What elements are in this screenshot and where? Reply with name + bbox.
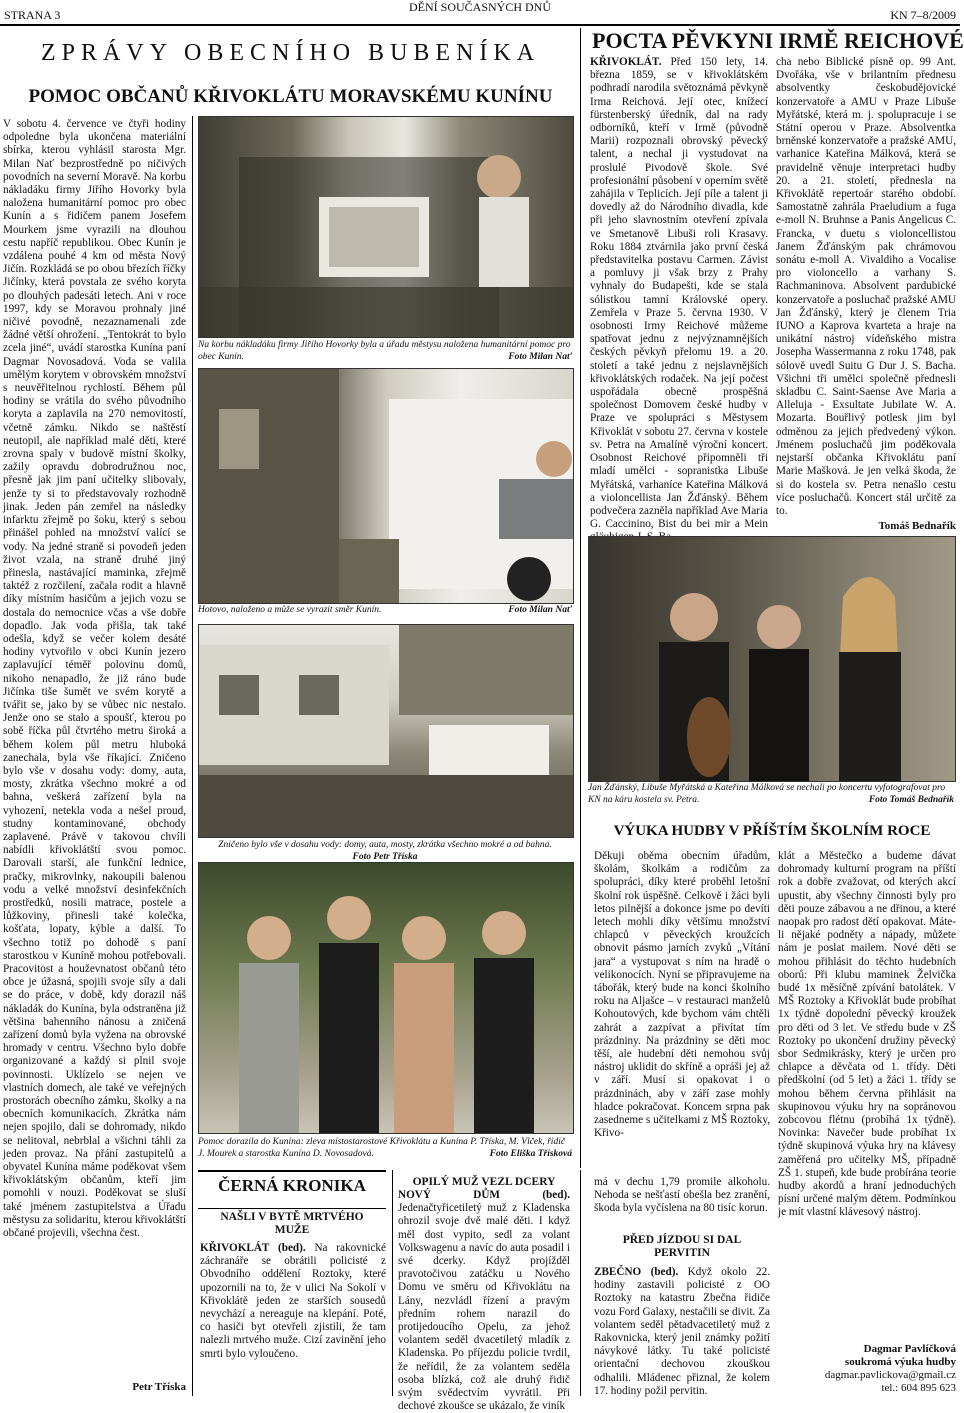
loaded-truck-photo xyxy=(198,368,574,604)
article-body: V sobotu 4. července ve čtyři hodiny odpoledne byla ukončena materiální sbírka, kterou vyhlásil starosta Mgr. Milan Nať bezprostředně po ničivých povodních na severní Moravě. Na korbu nákladáku firmy Jiřího Hovorky byla naložena humanitární pomoc pro obec Kunín a s řidičem panem Josefem Mourkem jsme vyrazili na dlouhou cestu napříč republikou. Obec Kunín je vzdálena pouhé 4 km od města Nový Jičín. Rozkládá se po obou březích říčky Jičínky, která povstala ze svého koryta po dlouhých padesáti letech. Ani v roce 1997, kdy se Moravou prohnaly jiné ničivé povodně, nezaznamenali zde žádné větší ohrožení. „Tentokrát to bylo zcela jiné“, uvádí starostka Kunína paní Dagmar Novosadová. Voda se valila umělým korytem v obrovském množství s neuvěřitelnou rychlostí. Během půl hodiny se vrátila do svého původního koryta a zaplavila na 270 nemovitostí, včetně zámku. Nikdo se naštěstí neutopil, ale například malé děti, které zrovna spaly v budově místní školky, zažily opravdu dobrodružnou noc, přesně jak jim paní učitelky slibovaly, jenže ty si to představovaly rozhodně jinak. Jeden pán zemřel na následky infarktu zřejmě po šoku, který s sebou přinášel pohled na množství valící se vody. Na jedné straně si povodeň jeden život vzala, na straně druhé jiný přinesla, nastávající maminka, zřejmě taktéž z rozčilení, začala rodit a hlavně díky místním hasičům a jejich vozu se dostala do nemocnice včas a vše dobře dopadlo. Jak voda přišla, tak také odešla, když se večer kolem desáté hodiny vytvořilo v obci Kunín jezero zaplavující téměř polovinu domů, nikoho nenapadlo, že již ráno bude Jičínka tiše šumět ve svém korytě a tvářit se, jako by se vůbec nic nestalo. Jenže ono se stalo a spoušť, kterou po sobě říčka půl čtvrtého metru široká a během kolem půl metru hluboká zanechala, byla vše říkající. Zničeno bylo vše v dosahu vody: domy, auta, mosty, zkrátka všechno mokré a od bahna, veškerá zařízení byla na vyhození, netekla voda a nešel proud, studny kontaminované, obchody zaplavené. Právě v takovou chvíli nabídli křivoklátští svou pomoc. Darovali starší, ale funkční lednice, pračky, mikrovlnky, nakoupili balenou vodu a velké množství desinfekčních prostředků, nosili matrace, postele a lůžkoviny, přinesli také kolečka, košťata, lopaty, kýble a další. To všechno totiž po dohodě s paní starostkou v Kuníně mohou potřebovali. Pracovitost a houževnatost občanů této obce je úžasná, spojili svoje síly a dali se do práce, v době, kdy dorazil náš nákladák do Kunína, byla odstraněna již většina bahenního nánosu a zničená zařízení domů byla vyžena na obrovské hromady v centru. Všechno bylo dobře organizované a každý si plnil svoje povinnosti. Uklízelo se nejen ve vlastních domech, ale také ve veřejných prostorách obecního zámku, školky a na obecních komunikacích. Zkrátka nám nejen spojilo, dali se dohromady, nikdo se nelitoval, nebrblal a všichni táhli za jeden provaz. Na přání zastupitelů a obyvatel Kunína máme poděkovat všem křivoklátským občanům, kteří jim pomohli v nouzi. Poděkovat se sluší také jménem zastupitelstva a Úřadu městysu za solidaritu, kterou křivoklátští občané projevili, všechna čest. xyxy=(3,118,186,1240)
pocta-col2: cha nebo Biblické písně op. 99 Ant. Dvořáka, vše v brilantním přednesu absolventky českobudějovické konzervatoře a AMU v Praze Libuše Myřátské, která m. j. spolupracuje i se Státní operou v Praze. Absolventka brněnské konzervatoře a pražské AMU, varhanice Kateřina Málková, která se pravidelně věnuje interpretaci hudby 20. a 21. století, přednesla na Křivoklátě repertoár starého období. Samostatně zahrála Praeludium a fuga e-moll N. Bruhnse a Panis Angelicus C. Francka, v duetu s violoncellistou Janem Žďánským pak chrámovou sonátu e-moll A. Vivaldiho a Vocalise pro violoncello a varhany S. Rachmaninova. Absolvent pardubické konzervatoře a posluchač pražské AMU Jan Žďánský, který je členem Tria IUNO a Kaprova kvarteta a hraje na unikátní nástroj vídeňského mistra Josepha Wassermanna z roku 1748, pak sólově uvedl Suitu G Dur J. S. Bacha. Všichni tři umělci společně přednesli skladbu C. Saint-Saense Ave Maria a Alleluja - Exsultate Jubilate W. A. Mozarta. Bouřlivý potlesk jim byl odměnou za jejich předvedený výkon. Jménem posluchačů jim poděkovala nejstarší občanka Křivoklátu paní Marie Mašková. Je jen velká škoda, že si do kostela sv. Petra nenašlo cestu více posluchačů. Koncert stál určitě za to. xyxy=(776,56,956,517)
vyuka-col2: klát a Městečko a budeme dávat dohromady kulturní program na příští rok a dobře zvažovat, od kterých akcí upustit, aby všechny činnosti byly pro děti pouze zábavou a ne dřinou, a které naopak pro radost dětí opakovat. Máte-li nějaké podněty a nápady, můžete nám je poslat mailem. Nové děti se mohou přihlásit do těchto hudebních oborů: Při klubu maminek Želvička budé 1x měsíčně zpívání batolátek. V MŠ Roztoky a Křivoklát bude probíhat 1x týdně dopolední pěvecký kroužek pro děti od 3 let. Ve středu bude v ZŠ Roztoky po ukončení družiny pěvecký sbor Sedmikrásky, který je určen pro chlapce a děvčata od 1. třídy. Děti předškolní (od 5 let) a žáci 1. třídy se mohou během června přihlásit na skupinovou výuku hry na sopránovou zobcovou flétnu (probíhá 1x týdně). Novinka: Navečer bude probíhat 1x týdně skupinová výuka hry na klávesy zaměřená pro učitelky MŠ, případně ZŠ 1. stupeň, kde bude probírána teorie hudby akordů a hraní jednoduchých písní určené malým dětem. Podmínkou je mít vlastní klávesový nástroj. xyxy=(778,850,956,1219)
vyuka-title: VÝUKA HUDBY V PŘÍŠTÍM ŠKOLNÍM ROCE xyxy=(613,823,931,839)
pocta-author: Tomáš Bednařík xyxy=(878,520,956,532)
column-divider xyxy=(192,116,193,1396)
article-title: POMOC OBČANŮ KŘIVOKLÁTU MORAVSKÉMU KUNÍNU xyxy=(28,86,553,107)
pocta-title: POCTA PĚVKYNI IRMĚ REICHOVÉ xyxy=(592,28,964,53)
vyuka-phone: tel.: 604 895 623 xyxy=(881,1382,956,1394)
kronika-item3-title: PŘED JÍZDOU SI DAL PERVITIN xyxy=(622,1234,742,1259)
group-caption: Pomoc dorazila do Kunína: zleva místostarostové Křivoklátu a Kunína P. Tříska, M. Vlček, řidič J. Mourek a starostka Kunína D. Novosadová. Foto Eliška Třísková xyxy=(198,1137,572,1159)
vyuka-sign-role: soukromá výuka hudby xyxy=(844,1356,956,1368)
destroyed-street-photo xyxy=(198,624,574,838)
truck-photo xyxy=(198,116,574,338)
article-author: Petr Tříska xyxy=(132,1381,186,1393)
truck-photo-art xyxy=(199,117,573,337)
loaded-photo-art xyxy=(199,369,573,603)
destroyed-credit: Foto Petr Tříska xyxy=(352,851,418,862)
kronika-divider-2 xyxy=(580,1170,581,1396)
issue-number: KN 7–8/2009 xyxy=(890,8,956,22)
kronika-item1-title: NAŠLI V BYTĚ MRTVÉHO MUŽE xyxy=(220,1211,364,1236)
musicians-photo xyxy=(588,536,956,782)
destroyed-caption: Zničeno bylo vše v dosahu vody: domy, auta, mosty, zkrátka všechno mokré a od bahna. Foto Petr Tříska xyxy=(218,840,552,862)
right-column-divider xyxy=(580,28,581,1168)
group-credit: Foto Eliška Třísková xyxy=(489,1148,572,1159)
musicians-photo-art xyxy=(589,537,955,781)
kronika-item3-body: ZBEČNO (bed). Když okolo 22. hodiny zastavili policisté z OO Roztoky na katastru Zbečna řidiče vozu Ford Galaxy, nestačili se divit. Za volantem seděl pětadvacetiletý muž z Rakovnicka, který jenil známky požití návykové látky. Tu také policisté orientační dechovou zkouškou odhalili. Mládenec přiznal, že kolem 17. hodiny požil pervitin. xyxy=(594,1266,771,1397)
page-number: STRANA 3 xyxy=(4,8,61,22)
truck-credit: Foto Milan Nať xyxy=(508,351,572,362)
truck-caption: Na korbu nákladáku firmy Jiřího Hovorky byla a úřadu městysu naložena humanitární pomoc pro obec Kunín. Foto Milan Nať xyxy=(198,340,572,362)
section-header: DĚNÍ SOUČASNÝCH DNŮ xyxy=(408,0,551,14)
kicker: ZPRÁVY OBECNÍHO BUBENÍKA xyxy=(40,40,541,66)
group-photo-art xyxy=(199,863,573,1133)
vyuka-sign-name: Dagmar Pavlíčková xyxy=(863,1343,956,1355)
pocta-col1: KŘIVOKLÁT. Před 150 lety, 14. března 1859, se v křivoklátském podhradí narodila světoznámá pěvkyně Irma Reichová. Její otec, knížecí fürstenberský úředník, dal na rady odborníků, kteří v Irmě (původně Marii) rozpoznali obrovský pěvecký talent, a nechal ji vystudovat na proslulé Pivodově škole. Své profesionální působení v operním světě zahájila v Teplicích. Její píle a talent ji dovedly až do Národního divadla, kde při jeho slavnostním otevření zpívala ve Smetanově Libuši roli Krasavy. Roku 1884 ztvárnila jako první česká představitelka postavu Carmen. Závist a pomluvy ji však brzy z Prahy vyhnaly do Budapešti, kde se stala sólistkou tamní Královské opery. Zemřela v Praze 5. června 1930. V osobnosti Irmy Reichové můžeme spatřovat jednu z nejvýznamnějších českých pěvkyň přelomu 19. a 20. století a také jednu z nejslavnějších křivoklátských rodaček. Na její počest uspořádala obecně prospěšná společnost Domovem české hudby v Praze ve spolupráci s Městysem Křivoklát v sobotu 27. června v kostele sv. Petra na Amalíně výroční koncert. Osobnost Reichové připomněli tři mladí umělci - sopranistka Libuše Myřátská, varhaníce Kateřina Málková a violoncellista Jan Žďánský. Během podvečera zazněla například Ave Maria G. Caccinino, Bist du bei mir a Mein xyxy=(590,56,768,531)
loaded-credit: Foto Milan Nať xyxy=(508,605,572,615)
vyuka-email[interactable]: dagmar.pavlickova@gmail.cz xyxy=(824,1369,956,1381)
kronika-item1-body: KŘIVOKLÁT (bed). Na rakovnické záchranáře se obrátili policisté z Obvodního oddělení Roztoky, které upozornili na to, že v ulici Na Sokolí v Křivoklátě jeden ze starších sousedů nevychází a nereaguje na klepání. Poté, co hasiči byt otevřeli zjistili, že tam nalezli mrtvého muže. Cizí zavinění jeho smrti bylo vyloučeno. xyxy=(200,1242,386,1360)
musicians-credit: Foto Tomáš Bednařík xyxy=(868,794,954,805)
cerna-kronika-title: ČERNÁ KRONIKA xyxy=(218,1176,366,1195)
group-photo xyxy=(198,862,574,1134)
kronika-item2-title: OPILÝ MUŽ VEZL DCERY xyxy=(412,1176,556,1188)
destroyed-photo-art xyxy=(199,625,573,837)
kronika-item2-body: NOVÝ DŮM (bed). Jedenačtyřicetiletý muž z Kladenska ohrozil svoje dvě malé děti. I když měl dost vypito, sedl za volant Volkswagenu a navíc do auta posadil i své dcerky. Když projížděl pravotočivou zatáčku u Nového Domu ve směru od Křivoklátu na Lány, nezvládl řízení a pravým předním rohem narazil do protijedoucího Opelu, za jehož volantem seděl dvacetiletý mladík z Kladenska. Po příjezdu policie tvrdil, že neřídil, že za volantem seděla osoba blízká, což ale druhý řidič svým svědectvím vyvrátil. Při dechové zkoušce se ukázalo, že viník xyxy=(398,1189,570,1413)
kronika-item2-cont: má v dechu 1,79 promile alkoholu. Nehoda se nešťastí obešla bez zranění, škoda byla vyčíslena na 80 tisíc korun. xyxy=(594,1176,770,1215)
kronika-divider xyxy=(392,1170,393,1396)
header-rule xyxy=(0,24,960,26)
loaded-caption: Hotovo, naloženo a může se vyrazit směr Kunín. Foto Milan Nať xyxy=(198,605,572,615)
vyuka-col1: Děkuji oběma obecním úřadům, školám, školkám a rodičům za spolupráci, díky které proběhl letošní školní rok úspěšně. Celkově i žáci byli letos pilnější a dokonce jsme po devíti letech mohli díky většímu množství chlapců v pěveckých kroužcích obnovit pásmo jarních zvyků „Vítání jara“ a vystupovat s ním na hradě o velikonocích. Nyní se připravujeme na tábořák, který bude na konci školního roku na Aljašce – v restauraci manželů Kohoutových, kde bychom vám chtěli zahrát a zazpívat a přivítat tím prázdniny. Na prázdniny se děti moc těší, ale hudební děti nemohou svůj nástroj uklidit do skříně a opráši jej až v září. Musí si opakovat i o prázdninách, aby v září zase mohly hladce pokračovat. Koncem srpna pak zasedneme s učitelkami z MŠ Roztoky, Křivo- xyxy=(594,850,770,1140)
musicians-caption: Jan Žďánský, Libuše Myřátská a Kateřina Málková se nechali po koncertu vyfotografovat pro KN na káru kostela sv. Petra. Foto Tomáš Bednařík xyxy=(588,783,954,805)
